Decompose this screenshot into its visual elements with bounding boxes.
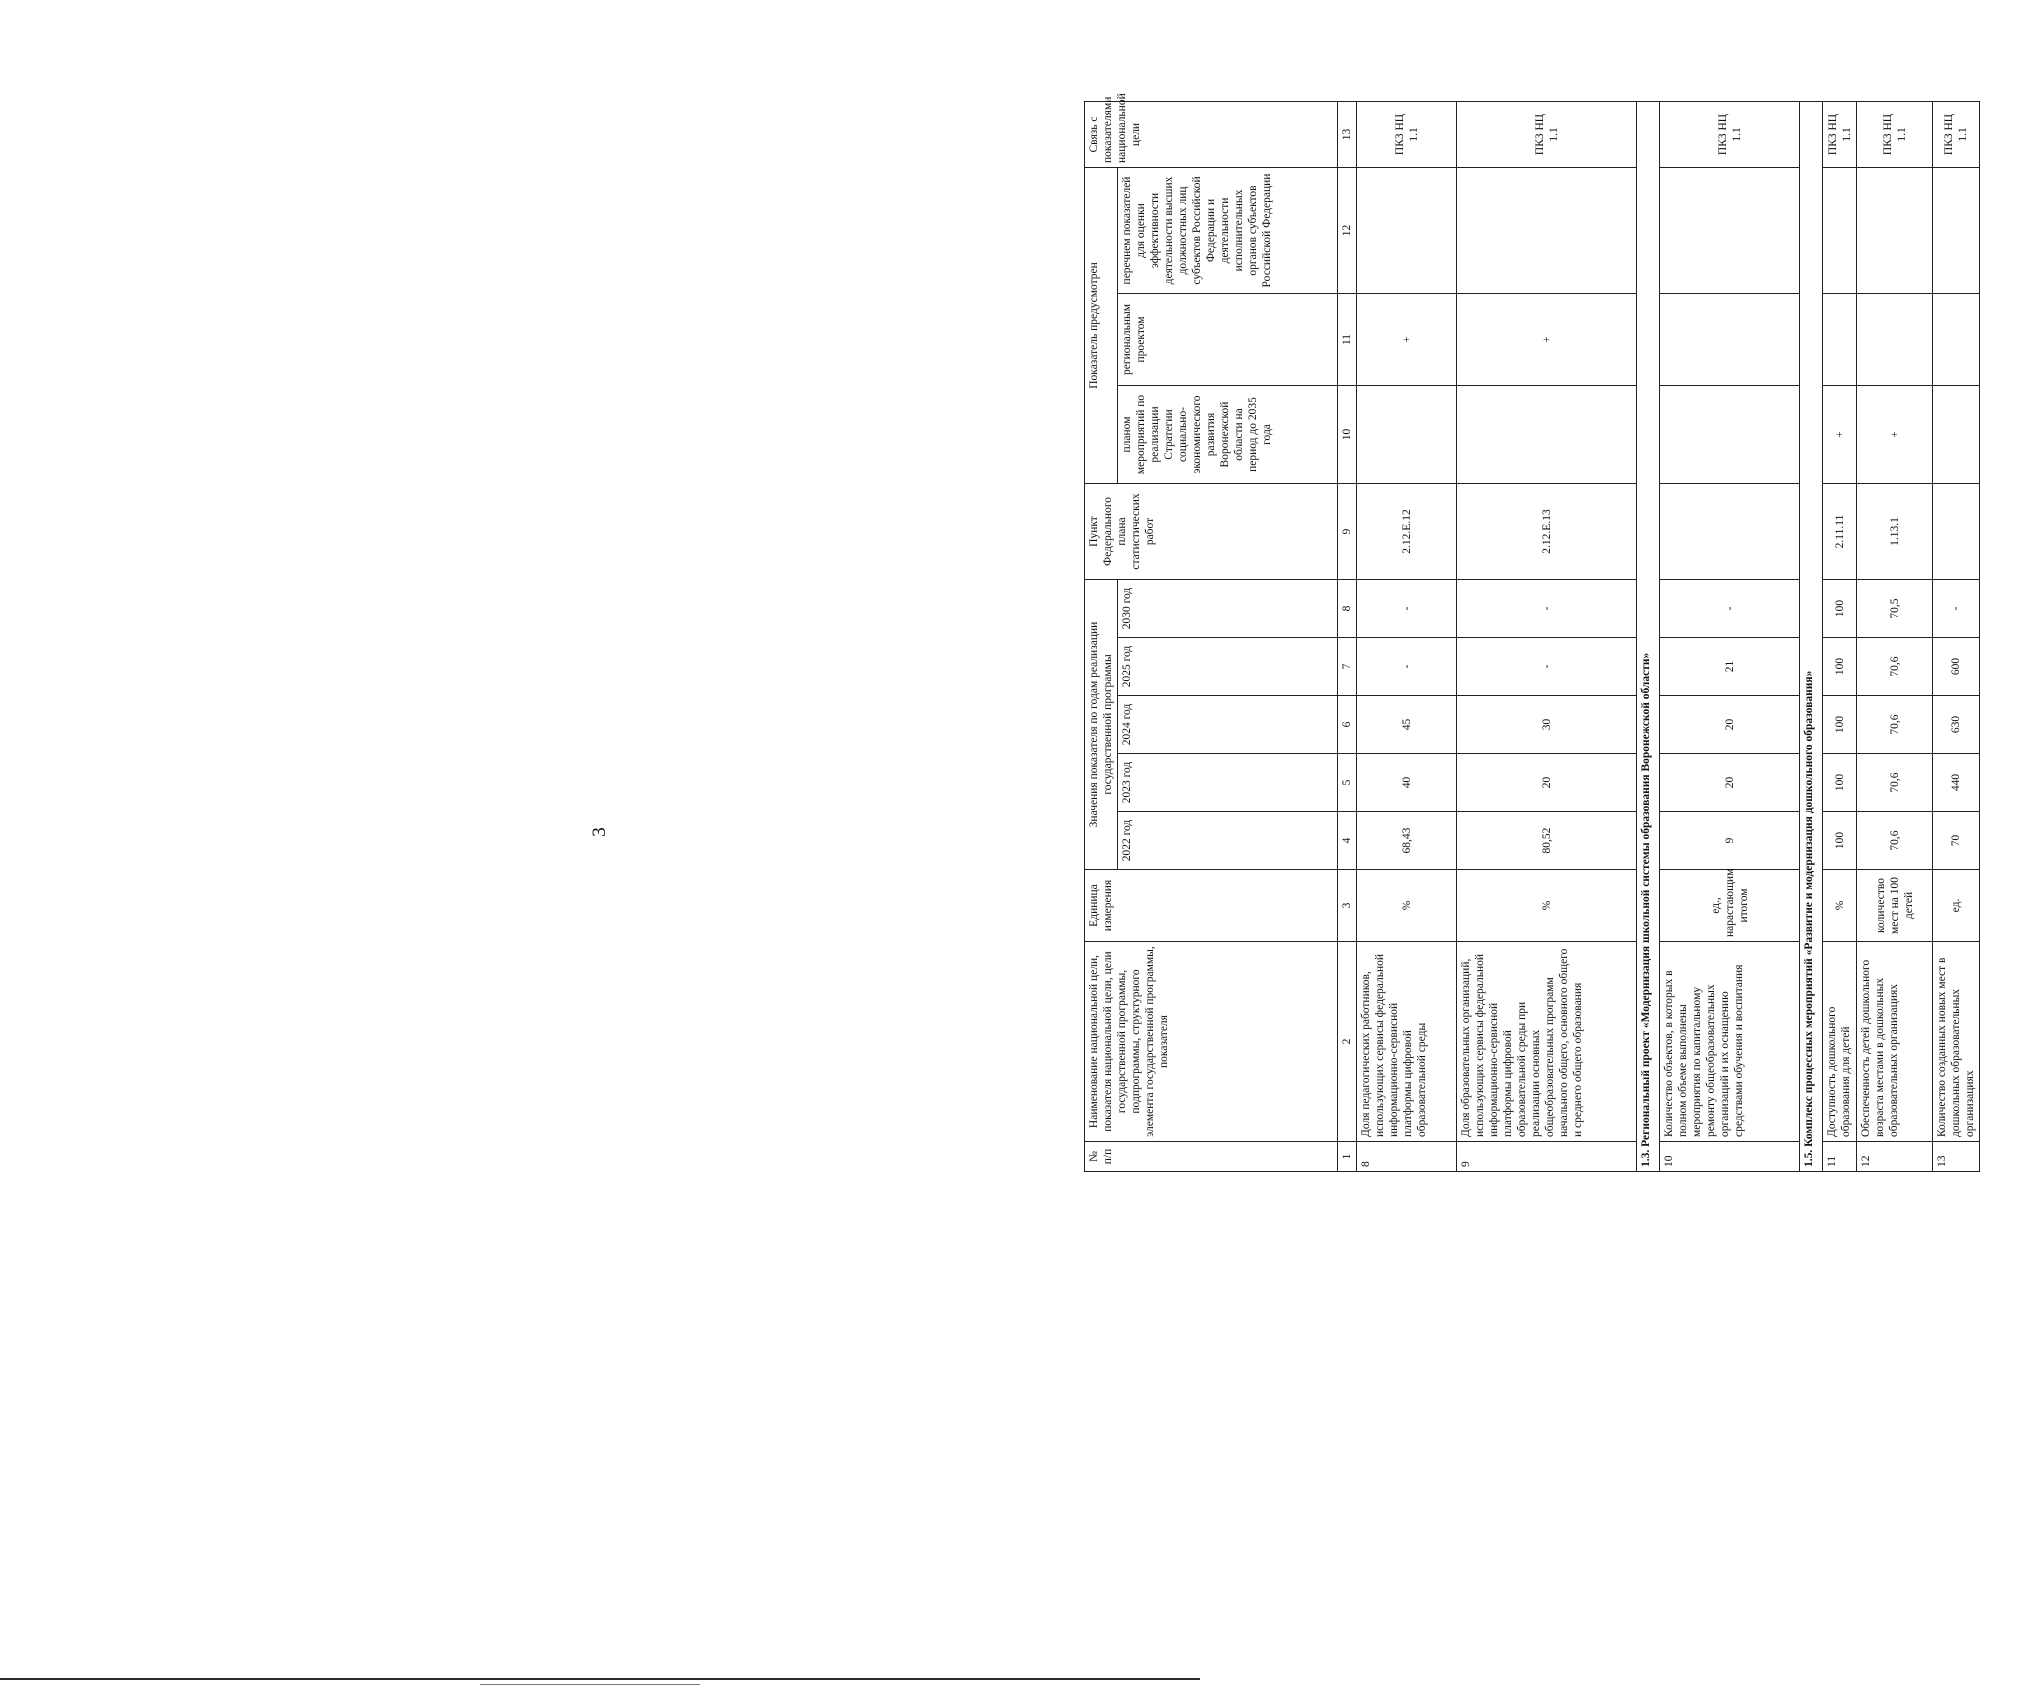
column-number: 6 [1338,696,1357,754]
header-name: Наименование национальной цели, показателя национальной цели, цели государственной программы, подпрограммы, структурного элемента государственной программы, показателя [1085,942,1338,1142]
year-value: 30 [1457,696,1637,754]
perechen-mark [1357,167,1457,293]
row-number: 13 [1933,1142,1980,1172]
header-year-2030: 2030 год [1118,580,1338,638]
year-value: 100 [1823,580,1857,638]
indicator-name: Доля педагогических работников, использующих сервисы федеральной информационно-сервисной платформы цифровой образовательной среды [1357,942,1457,1142]
year-value: - [1933,580,1980,638]
column-number: 1 [1338,1142,1357,1172]
row-number: 10 [1660,1142,1800,1172]
header-perechen: перечнем показателей для оценки эффективности деятельности высших должностных лиц субъектов Российской Федерации и деятельности исполнительных органов субъектов Российской Федерации [1118,167,1338,293]
indicator-unit: % [1823,870,1857,942]
column-number: 7 [1338,638,1357,696]
column-number: 5 [1338,754,1357,812]
national-goal-link: ПКЗ НЦ 1.1 [1933,101,1980,167]
national-goal-link: ПКЗ НЦ 1.1 [1823,101,1857,167]
year-value: 100 [1823,696,1857,754]
year-value: 70 [1933,812,1980,870]
header-values-group: Значения показателя по годам реализации государственной программы [1085,580,1118,870]
punkt-value [1660,484,1800,580]
column-number: 4 [1338,812,1357,870]
column-numbers-row [1338,101,1357,1171]
year-value: 21 [1660,638,1800,696]
plan-mark [1357,386,1457,484]
year-value: - [1357,638,1457,696]
table-row [1660,101,1800,1171]
indicator-name: Обеспеченность детей дошкольного возраста местами в дошкольных образовательных организациях [1857,942,1933,1142]
header-year-2022: 2022 год [1118,812,1338,870]
header-link: Связь с показателями национальной цели [1085,101,1338,167]
year-value: 20 [1660,754,1800,812]
perechen-mark [1457,167,1637,293]
indicators-table [1084,93,1980,1172]
regional-mark: + [1357,294,1457,386]
year-value: - [1457,580,1637,638]
header-year-2023: 2023 год [1118,754,1338,812]
year-value: - [1660,580,1800,638]
table-row [1933,101,1980,1171]
perechen-mark [1857,167,1933,293]
year-value: 20 [1457,754,1637,812]
row-number: 8 [1357,1142,1457,1172]
regional-mark [1933,294,1980,386]
year-value: 630 [1933,696,1980,754]
regional-mark [1857,294,1933,386]
year-value: 100 [1823,754,1857,812]
plan-mark [1457,386,1637,484]
regional-mark [1660,294,1800,386]
perechen-mark [1823,167,1857,293]
punkt-value: 2.12.Е.13 [1457,484,1637,580]
header-unit: Единица измерения [1085,870,1338,942]
table-row [1457,101,1637,1171]
column-number: 3 [1338,870,1357,942]
scan-edge-line [480,1684,700,1685]
year-value: - [1357,580,1457,638]
year-value: 70,6 [1857,754,1933,812]
column-number: 2 [1338,942,1357,1142]
perechen-mark [1660,167,1800,293]
indicator-name: Доля образовательных организаций, использующих сервисы федеральной информационно-сервисной платформы цифровой образовательной среды при реализации основных общеобразовательных программ начального общего, основного общего и среднего общего образования [1457,942,1637,1142]
section-row [1637,101,1660,1171]
rotated-table-wrapper [1084,93,2044,1172]
regional-mark: + [1457,294,1637,386]
year-value: 440 [1933,754,1980,812]
indicator-name: Количество созданных новых мест в дошкольных образовательных организациях [1933,942,1980,1142]
column-number: 13 [1338,101,1357,167]
indicator-unit: % [1457,870,1637,942]
year-value: 70,5 [1857,580,1933,638]
year-value: 100 [1823,638,1857,696]
indicator-unit: ед., нарастающим итогом [1660,870,1800,942]
section-row [1800,101,1823,1171]
section-title: 1.3. Региональный проект «Модернизация школьной системы образования Воронежской области» [1637,101,1660,1171]
punkt-value: 1.13.1 [1857,484,1933,580]
header-provided-group: Показатель предусмотрен [1085,167,1118,483]
year-value: 80,52 [1457,812,1637,870]
national-goal-link: ПКЗ НЦ 1.1 [1357,101,1457,167]
column-number: 11 [1338,294,1357,386]
header-num: № п/п [1085,1142,1338,1172]
column-number: 9 [1338,484,1357,580]
year-value: 9 [1660,812,1800,870]
table-row [1857,101,1933,1171]
indicator-unit: % [1357,870,1457,942]
column-number: 12 [1338,167,1357,293]
plan-mark: + [1823,386,1857,484]
header-punkt: Пункт Федерального плана статистических работ [1085,484,1338,580]
indicator-unit: количество мест на 100 детей [1857,870,1933,942]
header-regional: региональным проектом [1118,294,1338,386]
indicator-unit: ед. [1933,870,1980,942]
punkt-value [1933,484,1980,580]
national-goal-link: ПКЗ НЦ 1.1 [1857,101,1933,167]
year-value: 600 [1933,638,1980,696]
plan-mark [1933,386,1980,484]
plan-mark [1660,386,1800,484]
column-number: 10 [1338,386,1357,484]
indicator-name: Количество объектов, в которых в полном объеме выполнены мероприятия по капитальному ремонту общеобразовательных организаций и их оснащению средствами обучения и воспитания [1660,942,1800,1142]
year-value: 100 [1823,812,1857,870]
row-number: 11 [1823,1142,1857,1172]
column-number: 8 [1338,580,1357,638]
indicator-name: Доступность дошкольного образования для детей [1823,942,1857,1142]
header-year-2024: 2024 год [1118,696,1338,754]
header-plan: планом мероприятий по реализации Стратегии социально-экономического развития Воронежской области на период до 2035 года [1118,386,1338,484]
section-title: 1.5. Комплекс процессных мероприятий «Развитие и модернизация дошкольного образования» [1800,101,1823,1171]
page-number: 3 [589,827,610,837]
punkt-value: 2.12.Е.12 [1357,484,1457,580]
year-value: 70,6 [1857,812,1933,870]
year-value: - [1457,638,1637,696]
year-value: 40 [1357,754,1457,812]
punkt-value: 2.11.11 [1823,484,1857,580]
national-goal-link: ПКЗ НЦ 1.1 [1457,101,1637,167]
year-value: 70,6 [1857,696,1933,754]
year-value: 68,43 [1357,812,1457,870]
perechen-mark [1933,167,1980,293]
year-value: 20 [1660,696,1800,754]
year-value: 70,6 [1857,638,1933,696]
year-value: 45 [1357,696,1457,754]
table-row [1823,101,1857,1171]
row-number: 9 [1457,1142,1637,1172]
scan-edge-line [0,1678,1200,1680]
row-number: 12 [1857,1142,1933,1172]
header-year-2025: 2025 год [1118,638,1338,696]
table-row [1357,101,1457,1171]
plan-mark: + [1857,386,1933,484]
regional-mark [1823,294,1857,386]
national-goal-link: ПКЗ НЦ 1.1 [1660,101,1800,167]
